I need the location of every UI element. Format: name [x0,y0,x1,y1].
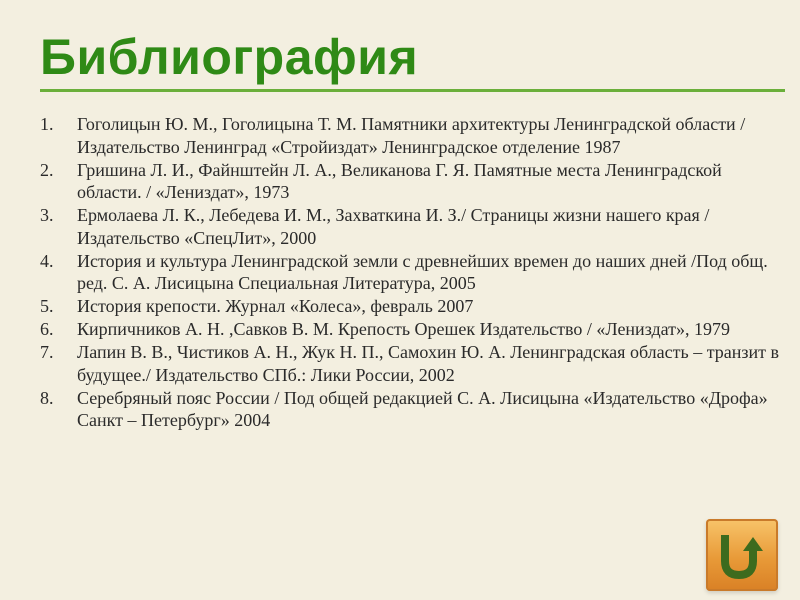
u-turn-back-arrow-icon [717,529,767,581]
item-number: 5. [40,296,54,316]
item-number: 7. [40,342,54,362]
item-text: Лапин В. В., Чистиков А. Н., Жук Н. П., Самохин Ю. А. Ленинградская область – транзит в будущее./ Издательство СПб.: Лики России, 2002 [77,342,780,385]
list-item [40,318,780,341]
item-number: 3. [40,205,54,225]
bibliography-list [40,113,780,432]
item-text: История крепости. Журнал «Колеса», февраль 2007 [77,296,474,316]
item-text: Гоголицын Ю. М., Гоголицына Т. М. Памятники архитектуры Ленинградской области / Издательство Ленинград «Стройиздат» Ленинградское отделение 1987 [77,114,746,157]
list-item [40,159,780,204]
item-text: Серебряный пояс России / Под общей редакцией С. А. Лисицына «Издательство «Дрофа» Санкт – Петербург» 2004 [77,387,768,430]
title-underline [40,89,785,92]
list-item [40,204,780,249]
item-number: 4. [40,250,54,271]
item-number: 8. [40,387,54,408]
list-item [40,341,780,386]
item-text: Гришина Л. И., Файнштейн Л. А., Великанова Г. Я. Памятные места Ленинградской области. / «Лениздат», 1973 [77,159,722,202]
back-button[interactable] [706,519,778,591]
item-text: История и культура Ленинградской земли с древнейших времен до наших дней /Под общ. ред. С. А. Лисицына Специальная Литература, 2005 [77,250,768,293]
list-item [40,113,780,158]
item-number: 2. [40,159,54,180]
list-item [40,295,780,318]
item-text: Кирпичников А. Н. ,Савков В. М. Крепость Орешек Издательство / «Лениздат», 1979 [77,319,731,339]
page-title: Библиография [40,29,419,85]
item-number: 1. [40,114,54,134]
list-item [40,387,780,432]
item-number: 6. [40,319,54,339]
list-item [40,250,780,295]
item-text: Ермолаева Л. К., Лебедева И. М., Захваткина И. З./ Страницы жизни нашего края / Издательство «СпецЛит», 2000 [77,205,710,248]
